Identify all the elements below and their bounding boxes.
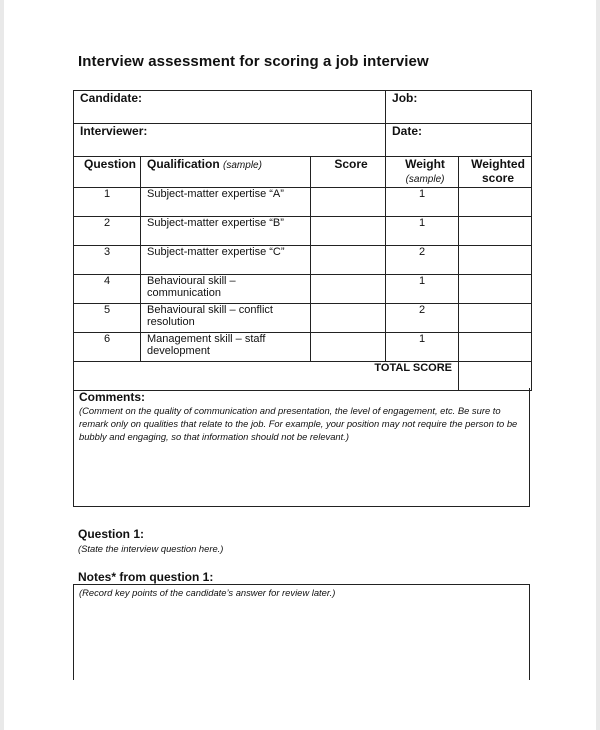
table-row — [74, 304, 532, 333]
candidate-row — [74, 91, 532, 124]
total-score-cell[interactable] — [459, 362, 532, 391]
score-cell[interactable] — [311, 246, 386, 275]
table-row — [74, 246, 532, 275]
weight-cell: 1 — [386, 188, 459, 217]
qualification-cell: Subject-matter expertise “C” — [141, 246, 311, 275]
question-number: 5 — [74, 304, 141, 333]
comments-instructions: (Comment on the quality of communication and presentation, the level of engagement, etc. Be sure to remark only on qualities that relate to the job. For example, your position may not require the person to be bubbly and engaging, so that information should not be relevant.) — [79, 405, 518, 442]
interviewer-label: Interviewer: — [80, 124, 148, 138]
score-cell[interactable] — [311, 333, 386, 362]
weighted-score-cell[interactable] — [459, 188, 532, 217]
comments-box[interactable] — [73, 388, 530, 507]
score-cell[interactable] — [311, 188, 386, 217]
weighted-score-cell[interactable] — [459, 217, 532, 246]
weight-cell: 1 — [386, 275, 459, 304]
date-field[interactable] — [386, 124, 532, 157]
score-cell[interactable] — [311, 217, 386, 246]
table-header-row — [74, 157, 532, 188]
score-cell[interactable] — [311, 275, 386, 304]
table-row — [74, 217, 532, 246]
qualification-cell: Subject-matter expertise “A” — [141, 188, 311, 217]
question-number: 3 — [74, 246, 141, 275]
page-left-edge — [0, 0, 4, 730]
weight-cell: 2 — [386, 304, 459, 333]
job-label: Job: — [392, 91, 418, 105]
qualification-header: Qualification (sample) — [141, 157, 311, 188]
weight-cell: 2 — [386, 246, 459, 275]
score-header: Score — [311, 157, 386, 188]
question-number: 6 — [74, 333, 141, 362]
date-label: Date: — [392, 124, 423, 138]
assessment-table — [73, 90, 532, 391]
notes-label: Notes* from question 1: — [78, 570, 214, 584]
question-number: 1 — [74, 188, 141, 217]
score-cell[interactable] — [311, 304, 386, 333]
document-title: Interview assessment for scoring a job interview — [78, 53, 429, 70]
interviewer-field[interactable] — [74, 124, 386, 157]
table-row — [74, 188, 532, 217]
qualification-cell: Management skill – staff development — [141, 333, 311, 362]
candidate-label: Candidate: — [80, 91, 143, 105]
weighted-score-cell[interactable] — [459, 333, 532, 362]
total-score-label: TOTAL SCORE — [74, 362, 459, 391]
candidate-field[interactable] — [74, 91, 386, 124]
weighted-score-cell[interactable] — [459, 246, 532, 275]
job-field[interactable] — [386, 91, 532, 124]
qualification-cell: Behavioural skill – conflict resolution — [141, 304, 311, 333]
question-number: 4 — [74, 275, 141, 304]
qualification-cell: Subject-matter expertise “B” — [141, 217, 311, 246]
weight-cell: 1 — [386, 333, 459, 362]
table-row — [74, 275, 532, 304]
weight-cell: 1 — [386, 217, 459, 246]
notes-box[interactable] — [73, 584, 530, 680]
question-1-label: Question 1: — [78, 527, 145, 541]
weight-header: Weight (sample) — [386, 157, 459, 188]
page-right-edge — [596, 0, 600, 730]
question-number: 2 — [74, 217, 141, 246]
notes-instructions: (Record key points of the candidate’s answer for review later.) — [79, 587, 336, 598]
total-row — [74, 362, 532, 391]
question-1-instructions: (State the interview question here.) — [78, 543, 224, 554]
interviewer-row — [74, 124, 532, 157]
question-header: Question — [74, 157, 141, 188]
qualification-cell: Behavioural skill – communication — [141, 275, 311, 304]
weighted-score-cell[interactable] — [459, 275, 532, 304]
weighted-score-header: Weighted score — [459, 157, 532, 188]
weighted-score-cell[interactable] — [459, 304, 532, 333]
table-row — [74, 333, 532, 362]
comments-label: Comments: — [79, 390, 146, 404]
